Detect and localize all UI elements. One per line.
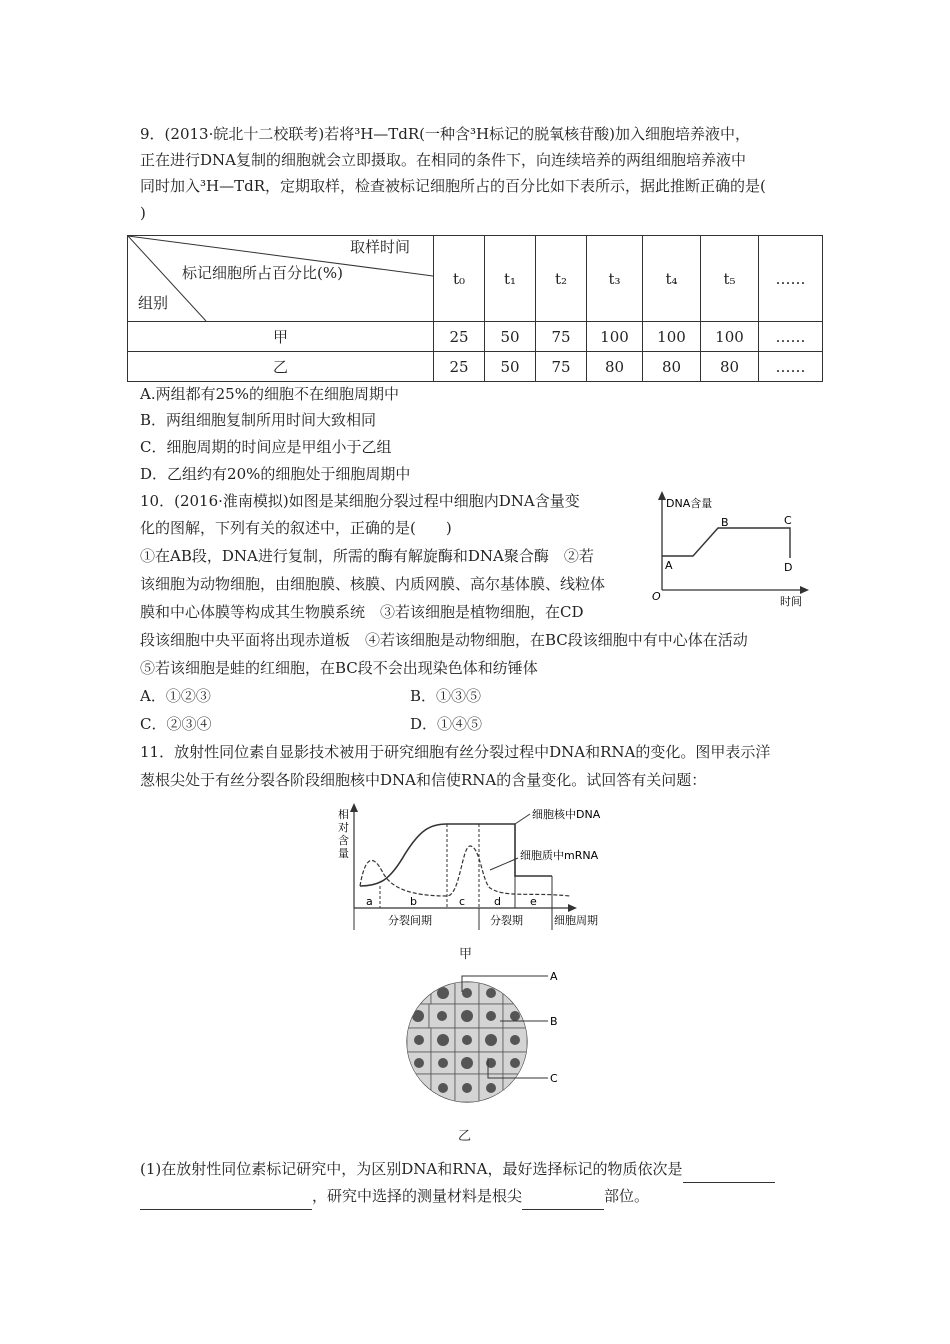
table-cell: 100: [643, 322, 701, 352]
point-a-label: A: [665, 559, 673, 572]
x-axis-label: 时间: [780, 595, 802, 608]
row-label: 甲: [128, 322, 434, 352]
x-axis-arrow-icon: [568, 904, 577, 912]
answer-blank-1[interactable]: [683, 1157, 775, 1183]
stage-d: d: [494, 895, 501, 908]
table-diagonal-header: [128, 236, 434, 322]
q11-sub1-text-a: (1)在放射性同位素标记研究中，为区别DNA和RNA，最好选择标记的物质依次是: [140, 1160, 683, 1178]
q9-data-table: [127, 235, 823, 382]
table-cell: 25: [434, 322, 485, 352]
q11-micrograph-yi: [400, 962, 575, 1122]
dna-content-curve: [662, 528, 790, 558]
micrograph-caption-yi: 乙: [458, 1129, 472, 1144]
point-d-label: D: [784, 561, 793, 574]
col-header: t₂: [536, 236, 587, 322]
cell-cycle-label: 细胞周期: [554, 914, 598, 927]
col-header: ……: [759, 236, 823, 322]
header-sampling-time: 取样时间: [350, 238, 411, 256]
stage-c: c: [459, 895, 466, 908]
q11-sub1-text-b: ，研究中选择的测量材料是根尖: [312, 1187, 523, 1205]
col-header: t₄: [643, 236, 701, 322]
table-cell: 25: [434, 352, 485, 382]
q10-line-7: ⑤若该细胞是蛙的红细胞，在BC段不会出现染色体和纺锤体: [140, 659, 538, 677]
q10-dna-graph: [648, 488, 818, 613]
table-cell: 50: [485, 322, 536, 352]
y-axis-arrow-icon: [658, 491, 666, 500]
q9-option-c: C．细胞周期的时间应是甲组小于乙组: [140, 438, 392, 456]
micro-label-a: A: [550, 970, 558, 983]
q11-line-2: 葱根尖处于有丝分裂各阶段细胞核中DNA和信使RNA的含量变化。试回答有关问题：: [140, 771, 707, 789]
q10-line-2: 化的图解，下列有关的叙述中，正确的是( ): [140, 519, 452, 537]
mrna-leader-line: [490, 858, 518, 870]
y-axis-arrow-icon: [350, 803, 358, 812]
legend-mrna: 细胞质中mRNA: [520, 849, 599, 862]
graph-caption-jia: 甲: [459, 947, 473, 962]
stage-a: a: [366, 895, 373, 908]
header-labeled-percent: 标记细胞所占百分比(%): [182, 264, 343, 282]
table-row: [128, 322, 823, 352]
q10-line-4: 该细胞为动物细胞，由细胞膜、核膜、内质网膜、高尔基体膜、线粒体: [140, 575, 606, 593]
q9-option-d: D．乙组约有20%的细胞处于细胞周期中: [140, 465, 411, 483]
table-cell: 80: [643, 352, 701, 382]
micro-label-b: B: [550, 1015, 558, 1028]
stage-b: b: [410, 895, 417, 908]
q11-line-1: 11．放射性同位素自显影技术被用于研究细胞有丝分裂过程中DNA和RNA的变化。图甲表示洋: [140, 743, 771, 761]
micro-label-c: C: [550, 1072, 558, 1085]
row-label: 乙: [128, 352, 434, 382]
origin-label: O: [652, 590, 661, 603]
answer-blank-3[interactable]: [522, 1184, 604, 1210]
header-group: 组别: [138, 294, 169, 312]
table-cell: 100: [587, 322, 643, 352]
q10-option-b: B．①③⑤: [410, 687, 482, 705]
q9-option-a: A.两组都有25%的细胞不在细胞周期中: [140, 385, 399, 403]
q10-line-5: 膜和中心体膜等构成其生物膜系统 ③若该细胞是植物细胞，在CD: [140, 603, 584, 621]
table-cell: 50: [485, 352, 536, 382]
svg-text:相: 相: [338, 808, 349, 821]
legend-dna: 细胞核中DNA: [532, 808, 601, 821]
q11-sub1-line-1: [140, 1157, 775, 1183]
q9-line-3: 同时加入³H—TdR，定期取样，检查被标记细胞所占的百分比如下表所示，据此推断正确的是(: [140, 177, 766, 195]
stage-e: e: [530, 895, 537, 908]
table-cell: 100: [701, 322, 759, 352]
table-cell: 75: [536, 322, 587, 352]
q10-option-d: D．①④⑤: [410, 715, 483, 733]
table-cell: 80: [701, 352, 759, 382]
q11-sub1-line-2: [140, 1184, 649, 1210]
q9-line-4: ): [140, 204, 146, 222]
point-b-label: B: [721, 516, 729, 529]
table-cell: 80: [587, 352, 643, 382]
svg-text:含: 含: [338, 834, 349, 847]
q10-option-a: A．①②③: [140, 687, 211, 705]
q10-line-1: 10．(2016·淮南模拟)如图是某细胞分裂过程中细胞内DNA含量变: [140, 492, 580, 510]
q9-line-1: 9．(2013·皖北十二校联考)若将³H—TdR(一种含³H标记的脱氧核苷酸)加入细胞培养液中，: [140, 125, 750, 143]
col-header: t₀: [434, 236, 485, 322]
answer-blank-2[interactable]: [140, 1184, 312, 1210]
q10-option-c: C．②③④: [140, 715, 212, 733]
q9-line-2: 正在进行DNA复制的细胞就会立即摄取。在相同的条件下，向连续培养的两组细胞培养液中: [140, 151, 746, 169]
col-header: t₃: [587, 236, 643, 322]
table-cell: ……: [759, 322, 823, 352]
col-header: t₁: [485, 236, 536, 322]
q10-line-6: 段该细胞中央平面将出现赤道板 ④若该细胞是动物细胞，在BC段该细胞中有中心体在活动: [140, 631, 748, 649]
interphase-label: 分裂间期: [388, 914, 432, 927]
x-axis-arrow-icon: [800, 586, 809, 594]
table-cell: ……: [759, 352, 823, 382]
table-row: [128, 352, 823, 382]
y-axis-label: [338, 807, 349, 860]
svg-text:对: 对: [338, 821, 349, 834]
col-header: t₅: [701, 236, 759, 322]
point-c-label: C: [784, 514, 792, 527]
q9-option-b: B．两组细胞复制所用时间大致相同: [140, 411, 377, 429]
svg-text:量: 量: [338, 847, 349, 860]
q11-graph-jia: [330, 796, 620, 941]
mitosis-label: 分裂期: [490, 914, 523, 927]
table-cell: 75: [536, 352, 587, 382]
q11-sub1-text-c: 部位。: [604, 1187, 650, 1205]
y-axis-label: DNA含量: [666, 497, 713, 510]
q10-line-3: ①在AB段，DNA进行复制，所需的酶有解旋酶和DNA聚合酶 ②若: [140, 547, 594, 565]
dna-leader-line: [515, 814, 530, 824]
